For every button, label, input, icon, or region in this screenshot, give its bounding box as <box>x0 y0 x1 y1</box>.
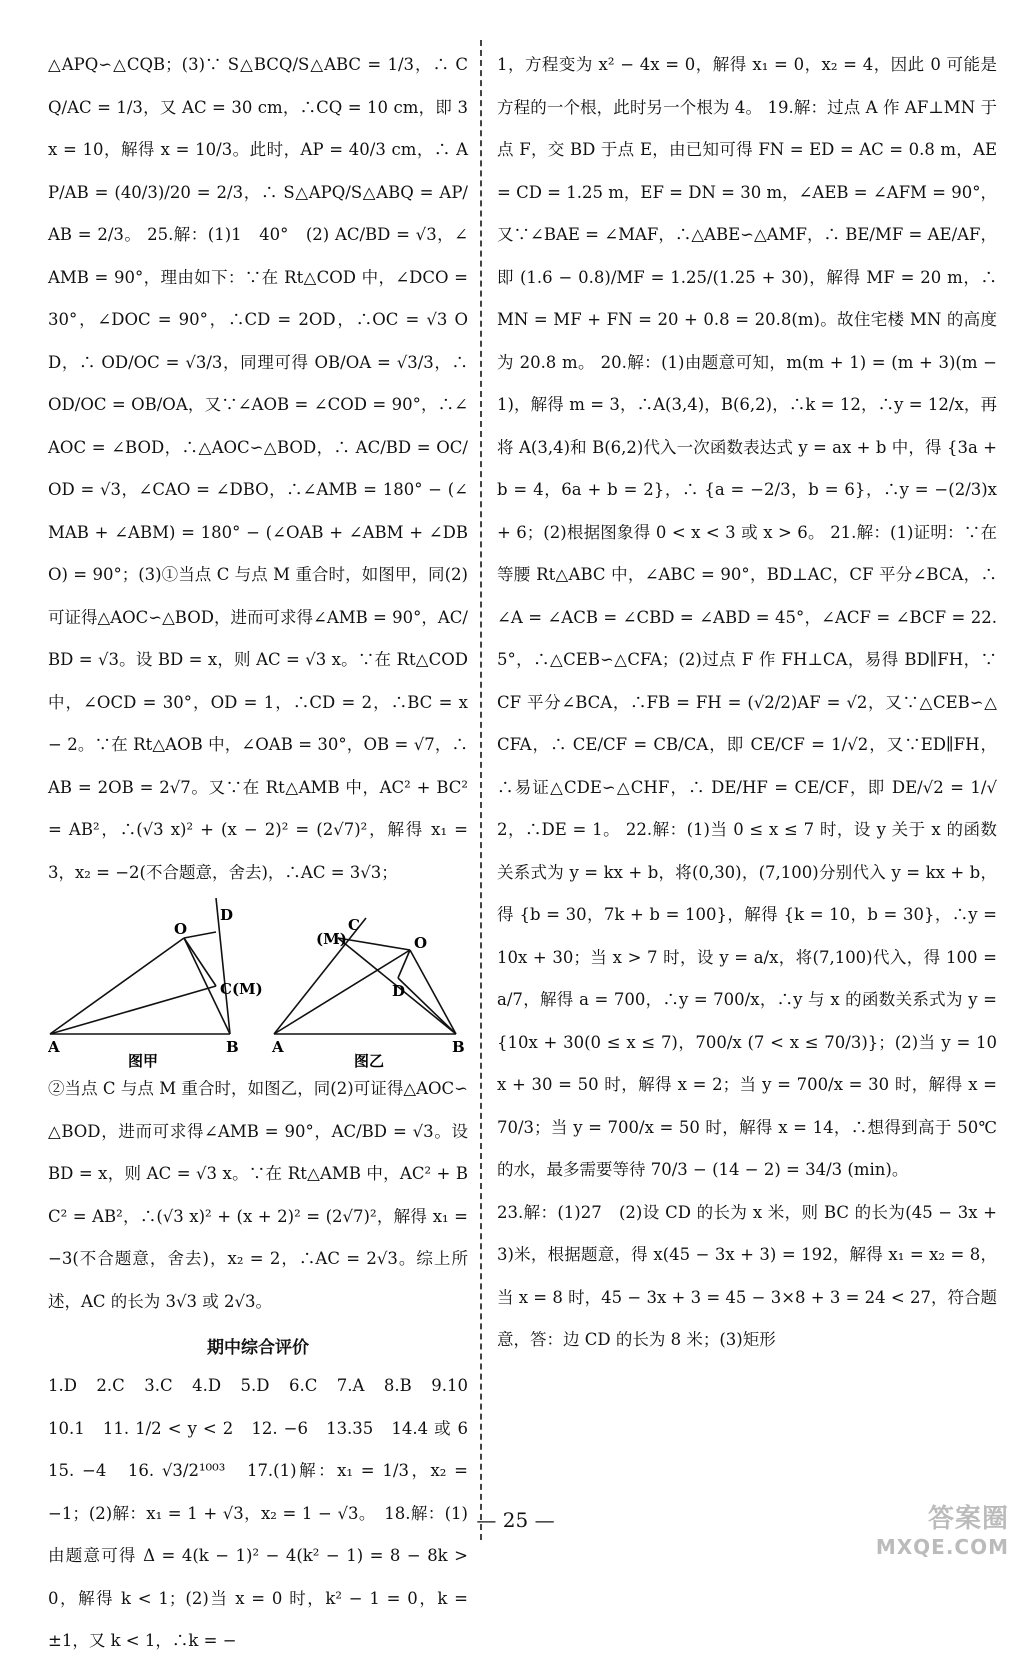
label-d-yi: D <box>392 982 406 1000</box>
figure-jia <box>50 898 230 1034</box>
watermark-logo <box>876 1498 1009 1559</box>
label-b-yi: B <box>452 1038 465 1056</box>
right-column <box>497 44 997 1362</box>
label-b-jia: B <box>226 1038 239 1056</box>
solution-text-23: 23.解：(1)27 (2)设 CD 的长为 x 米，则 BC 的长为(45 − 3x + 3)米，根据题意，得 x(45 − 3x + 3) = 192，解得 x₁ = x₂ = 8，当 x = 8 时，45 − 3x + 3 = 45 − 3×8 + 3 = 24 < 27，符合题意，答：边 CD 的长为 8 米；(3)矩形 <box>497 1202 997 1349</box>
label-a-jia: A <box>48 1038 60 1056</box>
left-column <box>48 44 485 1663</box>
label-d-jia: D <box>220 906 234 924</box>
label-m-yi: (M) <box>316 930 347 948</box>
caption-jia: 图甲 <box>128 1052 159 1068</box>
geometry-figures <box>48 898 468 1068</box>
label-o-yi: O <box>414 934 428 952</box>
watermark-text-bottom: MXQE.COM <box>875 1535 1009 1559</box>
section-heading: 期中综合评价 <box>207 1338 309 1358</box>
figures <box>48 898 468 1068</box>
solution-text-25-3-2: ②当点 C 与点 M 重合时，如图乙，同(2)可证得△AOC∽△BOD，进而可求得∠AMB = 90°，AC/BD = √3。设 BD = x，则 AC = √3 x。∵在 Rt△AMB 中，AC² + BC² = AB²，∴(√3 x)² + (x + 2)² = (2√7)²，解得 x₁ = −3(不合题意，舍去)，x₂ = 2，∴AC = 2√3。综上所述，AC 的长为 3√3 或 2√3。 <box>48 1079 468 1311</box>
midterm-answers: 1.D 2.C 3.C 4.D 5.D 6.C 7.A 8.B 9.10 10.1 11. 1/2 < y < 2 12. −6 13.35 14.4 或 6 15. −4 16. √3/2¹⁰⁰³ 17.(1)解：x₁ = 1/3，x₂ = −1；(2)解：x₁ = 1 + √3，x₂ = 1 − √3。 18.解：(1)由题意可得 Δ = 4(k − 1)² − 4(k² − 1) = 8 − 8k > 0，解得 k < 1；(2)当 x = 0 时，k² − 1 = 0，k = ±1，又 k < 1，∴k = − <box>48 1376 485 1650</box>
column-divider <box>480 40 482 1540</box>
solution-text-18-22: 1，方程变为 x² − 4x = 0，解得 x₁ = 0，x₂ = 4，因此 0 可能是方程的一个根，此时另一个根为 4。 19.解：过点 A 作 AF⊥MN 于点 F，交 BD 于点 E，由已知可得 FN = ED = AC = 0.8 m，AE = CD = 1.25 m，EF = DN = 30 m，∠AEB = ∠AFM = 90°，又∵∠BAE = ∠MAF，∴△ABE∽△AMF，∴ BE/MF = AE/AF，即 (1.6 − 0.8)/MF = 1.25/(1.25 + 30)，解得 MF = 20 m，∴MN = MF + FN = 20 + 0.8 = 20.8(m)。故住宅楼 MN 的高度为 20.8 m。 20.解：(1)由题意可知，m(m + 1) = (m + 3)(m − 1)，解得 m = 3，∴A(3,4)，B(6,2)，∴k = 12，∴y = 12/x，再将 A(3,4)和 B(6,2)代入一次函数表达式 y = ax + b 中，得 {3a + b = 4，6a + b = 2}，∴ {a = −2/3，b = 6}，∴y = −(2/3)x + 6；(2)根据图象得 0 < x < 3 或 x > 6。 21.解：(1)证明：∵在等腰 Rt△ABC 中，∠ABC = 90°，BD⊥AC，CF 平分∠BCA，∴∠A = ∠ACB = ∠CBD = ∠ABD = 45°，∠ACF = ∠BCF = 22.5°，∴△CEB∽△CFA；(2)过点 F 作 FH⊥CA，易得 BD∥FH，∵CF 平分∠BCA，∴FB = FH = (√2/2)AF = √2，又∵△CEB∽△CFA，∴ CE/CF = CB/CA，即 CE/CF = 1/√2，又∵ED∥FH，∴易证△CDE∽△CHF，∴ DE/HF = CE/CF，即 DE/√2 = 1/√2，∴DE = 1。 22.解：(1)当 0 ≤ x ≤ 7 时，设 y 关于 x 的函数关系式为 y = kx + b，将(0,30)，(7,100)分别代入 y = kx + b，得 {b = 30，7k + b = 100}，解得 {k = 10，b = 30}，∴y = 10x + 30；当 x > 7 时，设 y = a/x，将(7,100)代入，得 100 = a/7，解得 a = 700，∴y = 700/x，∴y 与 x 的函数关系式为 y = {10x + 30(0 ≤ x ≤ 7)，700/x (7 < x ≤ 70/3)}；(2)当 y = 10x + 30 = 50 时，解得 x = 2；当 y = 700/x = 30 时，解得 x = 70/3；当 y = 700/x = 50 时，解得 x = 14，∴想得到高于 50℃的水，最多需要等待 70/3 − (14 − 2) = 34/3 (min)。 <box>497 55 997 1179</box>
page-number: — 25 — <box>476 1508 555 1532</box>
caption-yi: 图乙 <box>354 1052 385 1068</box>
label-a-yi: A <box>272 1038 284 1056</box>
label-cm-jia: C(M) <box>220 980 263 998</box>
label-o-jia: O <box>174 920 188 938</box>
figure-yi <box>274 918 456 1034</box>
solution-text-24-25: △APQ∽△CQB；(3)∵ S△BCQ/S△ABC = 1/3，∴ CQ/AC = 1/3，又 AC = 30 cm，∴CQ = 10 cm，即 3x = 10，解得 x = 10/3。此时，AP = 40/3 cm，∴ AP/AB = (40/3)/20 = 2/3，∴ S△APQ/S△ABQ = AP/AB = 2/3。 25.解：(1)1 40° (2) AC/BD = √3，∠AMB = 90°，理由如下：∵在 Rt△COD 中，∠DCO = 30°，∠DOC = 90°，∴CD = 2OD，∴OC = √3 OD，∴ OD/OC = √3/3，同理可得 OB/OA = √3/3，∴ OD/OC = OB/OA，又∵∠AOB = ∠COD = 90°，∴∠AOC = ∠BOD，∴△AOC∽△BOD，∴ AC/BD = OC/OD = √3，∠CAO = ∠DBO，∴∠AMB = 180° − (∠MAB + ∠ABM) = 180° − (∠OAB + ∠ABM + ∠DBO) = 90°；(3)①当点 C 与点 M 重合时，如图甲，同(2)可证得△AOC∽△BOD，进而可求得∠AMB = 90°，AC/BD = √3。设 BD = x，则 AC = √3 x。∵在 Rt△COD 中，∠OCD = 30°，OD = 1，∴CD = 2，∴BC = x − 2。∵在 Rt△AOB 中，∠OAB = 30°，OB = √7，∴AB = 2OB = 2√7。又∵在 Rt△AMB 中，AC² + BC² = AB²，∴(√3 x)² + (x − 2)² = (2√7)²，解得 x₁ = 3，x₂ = −2(不合题意，舍去)，∴AC = 3√3； <box>48 55 468 882</box>
watermark-text-top: 答案圈 <box>927 1504 1009 1534</box>
label-c-yi: C <box>348 916 360 934</box>
